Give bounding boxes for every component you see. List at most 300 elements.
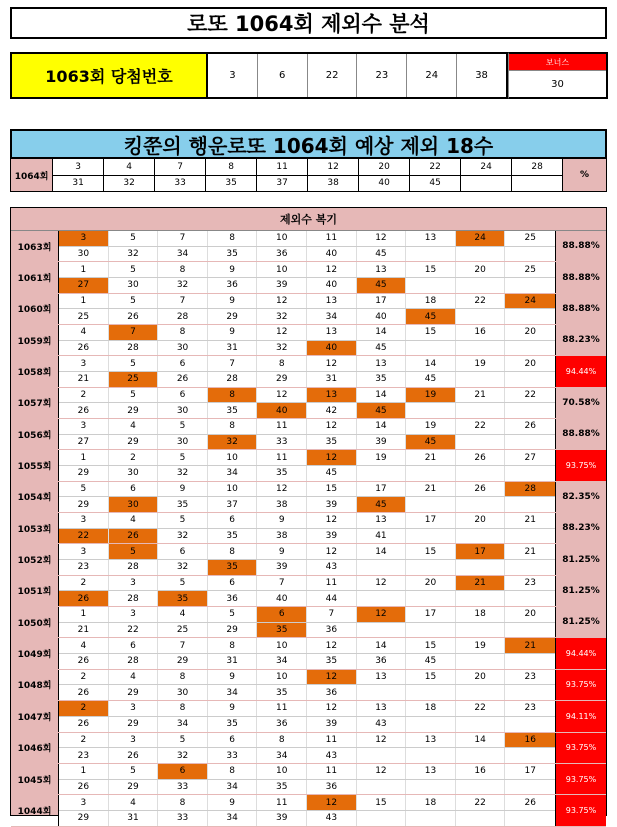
review-number: 2 (59, 388, 109, 403)
review-number-hit: 17 (456, 544, 506, 559)
review-number: 7 (208, 356, 258, 371)
review-title: 제외수 복기 (11, 208, 606, 231)
review-number: 45 (406, 654, 456, 669)
review-line (59, 388, 555, 403)
review-number-hit: 5 (109, 544, 159, 559)
winning-numbers-label: 1063회 당첨번호 (10, 52, 208, 99)
review-number: 18 (406, 294, 456, 309)
review-percent: 93.75% (556, 733, 606, 763)
review-number: 42 (307, 403, 357, 418)
review-number: 26 (524, 421, 536, 432)
review-number-hit: 6 (158, 764, 208, 779)
review-number: 14 (357, 325, 407, 340)
review-number: 45 (357, 341, 407, 356)
review-percent: 88.88% (562, 429, 600, 440)
winning-numbers-table (208, 52, 508, 99)
review-number: 36 (257, 247, 307, 262)
prediction-number: 45 (410, 176, 461, 192)
prediction-title: 킹쭌의 행운로또 1064회 예상 제외 18수 (10, 129, 607, 159)
review-number: 13 (357, 670, 407, 685)
review-round: 1054회 (17, 493, 52, 504)
review-number: 40 (307, 278, 357, 293)
review-number: 5 (109, 764, 159, 779)
review-number: 5 (109, 294, 159, 309)
review-number: 10 (257, 262, 307, 277)
review-round: 1063회 (17, 242, 52, 253)
review-number: 9 (257, 513, 307, 528)
prediction-number: 4 (104, 159, 155, 175)
review-number (505, 560, 555, 575)
review-line (59, 434, 555, 450)
review-number: 36 (208, 591, 258, 606)
review-number: 20 (524, 358, 536, 369)
review-line (59, 559, 555, 575)
review-round: 1056회 (17, 430, 52, 441)
review-number: 41 (357, 529, 407, 544)
review-number: 17 (357, 482, 407, 497)
review-number (357, 748, 407, 763)
review-number: 14 (406, 356, 456, 371)
review-number: 3 (109, 607, 159, 622)
review-number: 11 (257, 450, 307, 465)
review-row (11, 576, 606, 607)
review-line (59, 544, 555, 559)
review-number: 43 (307, 748, 357, 763)
review-number-hit: 45 (406, 435, 456, 450)
review-number (505, 529, 555, 544)
review-number: 13 (406, 231, 456, 246)
review-number: 13 (307, 294, 357, 309)
review-number (456, 309, 506, 324)
review-number (357, 466, 407, 481)
review-number (406, 497, 456, 512)
review-grid (58, 544, 556, 574)
review-number: 28 (109, 341, 159, 356)
review-number: 3 (59, 513, 109, 528)
review-row (11, 764, 606, 795)
review-number: 35 (357, 372, 407, 387)
review-number (505, 780, 555, 795)
review-number: 6 (158, 388, 208, 403)
prediction-round: 1064회 (11, 159, 53, 191)
review-number (505, 309, 555, 324)
review-percent: 88.23% (562, 335, 600, 346)
review-number: 15 (406, 262, 456, 277)
review-number: 22 (524, 390, 536, 401)
review-number: 15 (406, 670, 456, 685)
review-number: 18 (406, 795, 456, 810)
review-number: 32 (257, 341, 307, 356)
review-number (505, 748, 555, 763)
review-row (11, 356, 606, 387)
review-row (11, 733, 606, 764)
review-number: 26 (59, 654, 109, 669)
review-number: 34 (208, 811, 258, 826)
review-number: 28 (109, 654, 159, 669)
prediction-number: 40 (359, 176, 410, 192)
review-round: 1058회 (17, 368, 52, 379)
review-number-hit: 40 (307, 341, 357, 356)
review-number-hit: 16 (505, 733, 555, 748)
review-number-hit: 32 (208, 435, 258, 450)
review-number: 26 (524, 797, 536, 808)
review-number: 3 (59, 544, 109, 559)
review-number: 23 (524, 578, 536, 589)
review-number: 20 (524, 327, 536, 338)
review-number (406, 685, 456, 700)
review-number (406, 403, 456, 418)
review-number: 15 (357, 795, 407, 810)
review-number: 36 (208, 278, 258, 293)
review-line (59, 465, 555, 481)
review-number: 29 (109, 717, 159, 732)
review-number: 1 (59, 294, 109, 309)
review-number (505, 717, 555, 732)
review-number: 17 (406, 607, 456, 622)
review-number: 34 (208, 685, 258, 700)
review-number: 17 (357, 294, 407, 309)
prediction-number: 22 (410, 159, 461, 175)
review-grid (58, 733, 556, 763)
review-number: 15 (406, 638, 456, 653)
review-number: 9 (208, 325, 258, 340)
review-number: 13 (357, 262, 407, 277)
review-number: 33 (158, 780, 208, 795)
review-number: 3 (109, 701, 159, 716)
review-number: 36 (307, 780, 357, 795)
review-number: 8 (158, 795, 208, 810)
review-number: 15 (406, 325, 456, 340)
review-number-hit: 28 (505, 482, 555, 497)
review-number-hit: 35 (257, 623, 307, 638)
review-number: 5 (208, 607, 258, 622)
review-number: 12 (357, 733, 407, 748)
review-table (10, 207, 607, 824)
review-number: 12 (357, 576, 407, 591)
review-number (456, 623, 506, 638)
review-percent: 94.44% (556, 638, 606, 668)
review-number (456, 685, 506, 700)
review-number: 23 (59, 748, 109, 763)
review-number: 32 (158, 466, 208, 481)
review-number: 11 (307, 733, 357, 748)
review-number: 7 (158, 294, 208, 309)
review-line (59, 670, 555, 685)
review-line (59, 590, 555, 606)
review-number: 5 (158, 419, 208, 434)
review-percent: 88.88% (562, 303, 600, 314)
review-number: 29 (109, 685, 159, 700)
review-number (406, 529, 456, 544)
review-number: 22 (456, 294, 506, 309)
review-number-hit: 24 (456, 231, 506, 246)
review-number: 39 (307, 497, 357, 512)
review-number: 12 (307, 262, 357, 277)
review-round: 1048회 (17, 681, 52, 692)
review-number: 4 (59, 638, 109, 653)
review-number-hit: 26 (109, 529, 159, 544)
prediction-row (10, 159, 607, 192)
review-number-hit: 45 (357, 403, 407, 418)
review-number: 17 (406, 513, 456, 528)
review-number: 5 (109, 262, 159, 277)
review-number: 32 (257, 309, 307, 324)
review-number-hit: 19 (406, 388, 456, 403)
prediction-number (461, 176, 512, 192)
review-number: 6 (208, 576, 258, 591)
review-grid (58, 795, 556, 825)
review-number: 8 (208, 231, 258, 246)
review-number: 13 (307, 325, 357, 340)
review-number: 13 (406, 764, 456, 779)
review-number-hit: 12 (307, 670, 357, 685)
review-number: 28 (109, 591, 159, 606)
review-number (505, 654, 555, 669)
review-round: 1052회 (17, 556, 52, 567)
review-number-hit: 22 (59, 529, 109, 544)
review-line (59, 684, 555, 700)
review-number: 3 (59, 356, 109, 371)
review-number: 6 (208, 733, 258, 748)
review-number: 5 (109, 231, 159, 246)
review-number: 36 (257, 717, 307, 732)
review-grid (58, 388, 556, 418)
review-number: 30 (109, 466, 159, 481)
review-row (11, 638, 606, 669)
review-round: 1055회 (17, 462, 52, 473)
review-number: 4 (59, 325, 109, 340)
review-number: 21 (524, 515, 536, 526)
review-number: 32 (109, 247, 159, 262)
review-number: 11 (257, 419, 307, 434)
review-number: 11 (307, 231, 357, 246)
review-number: 9 (208, 795, 258, 810)
review-number: 10 (257, 638, 307, 653)
review-number: 39 (307, 717, 357, 732)
review-number (456, 654, 506, 669)
review-number: 33 (208, 748, 258, 763)
review-line (59, 496, 555, 512)
review-number: 1 (59, 764, 109, 779)
review-line (59, 733, 555, 748)
review-number: 29 (59, 466, 109, 481)
review-percent: 81.25% (562, 585, 600, 596)
prediction-number: 33 (155, 176, 206, 192)
review-number: 35 (307, 654, 357, 669)
review-number: 9 (208, 294, 258, 309)
review-rows (11, 231, 606, 827)
prediction-number: 12 (308, 159, 359, 175)
prediction-number: 38 (308, 176, 359, 192)
review-number: 16 (456, 764, 506, 779)
review-number: 38 (257, 497, 307, 512)
review-grid (58, 576, 556, 606)
review-number: 29 (208, 623, 258, 638)
review-round: 1045회 (17, 775, 52, 786)
review-number: 22 (456, 701, 506, 716)
review-number: 25 (158, 623, 208, 638)
review-row (11, 294, 606, 325)
review-number: 8 (158, 262, 208, 277)
review-number (406, 278, 456, 293)
review-number: 12 (257, 388, 307, 403)
review-percent: 88.88% (562, 241, 600, 252)
review-number: 32 (158, 748, 208, 763)
review-number: 8 (208, 544, 258, 559)
review-number: 23 (524, 703, 536, 714)
review-percent: 94.44% (556, 356, 606, 386)
review-number: 4 (158, 607, 208, 622)
review-number: 6 (109, 638, 159, 653)
review-number: 43 (307, 811, 357, 826)
review-number: 12 (307, 701, 357, 716)
review-number: 3 (59, 419, 109, 434)
review-line (59, 701, 555, 716)
review-number: 39 (257, 560, 307, 575)
review-number: 13 (357, 356, 407, 371)
review-number-hit: 45 (357, 497, 407, 512)
review-number: 19 (456, 356, 506, 371)
review-number: 4 (109, 419, 159, 434)
review-number: 26 (59, 717, 109, 732)
review-number: 3 (59, 795, 109, 810)
review-number: 12 (357, 231, 407, 246)
review-percent: 70.58% (562, 397, 600, 408)
review-round: 1059회 (17, 336, 52, 347)
review-number: 28 (109, 560, 159, 575)
review-percent: 82.35% (562, 491, 600, 502)
review-grid (58, 231, 556, 261)
winning-number: 23 (356, 54, 406, 97)
review-number (505, 623, 555, 638)
review-line (59, 231, 555, 246)
review-percent: 93.75% (556, 795, 606, 825)
review-round: 1050회 (17, 618, 52, 629)
prediction-percent-label: % (563, 159, 606, 191)
review-number: 30 (158, 685, 208, 700)
bonus-box (508, 52, 608, 99)
prediction-number: 28 (512, 159, 563, 175)
review-number: 15 (307, 482, 357, 497)
review-row (11, 419, 606, 450)
review-number (456, 748, 506, 763)
review-number: 35 (208, 717, 258, 732)
review-number: 16 (456, 325, 506, 340)
review-number: 39 (357, 435, 407, 450)
review-number (406, 247, 456, 262)
review-number: 36 (307, 685, 357, 700)
review-line (59, 340, 555, 356)
review-line (59, 528, 555, 544)
review-number: 35 (208, 529, 258, 544)
review-number: 21 (456, 388, 506, 403)
review-number: 26 (456, 450, 506, 465)
review-grid (58, 513, 556, 543)
review-number: 19 (357, 450, 407, 465)
review-grid (58, 294, 556, 324)
review-number: 30 (158, 341, 208, 356)
review-number (456, 435, 506, 450)
review-number: 5 (59, 482, 109, 497)
review-number-hit: 35 (208, 560, 258, 575)
review-number: 2 (59, 670, 109, 685)
review-number: 5 (158, 513, 208, 528)
review-number-hit: 12 (307, 795, 357, 810)
review-number: 2 (59, 576, 109, 591)
review-number: 39 (307, 529, 357, 544)
review-number: 45 (357, 247, 407, 262)
review-grid (58, 764, 556, 794)
review-number: 1 (59, 450, 109, 465)
review-number: 13 (357, 701, 407, 716)
review-number (456, 372, 506, 387)
review-number: 45 (406, 372, 456, 387)
review-number (456, 247, 506, 262)
review-number: 14 (456, 733, 506, 748)
review-number: 32 (158, 278, 208, 293)
prediction-number (512, 176, 563, 192)
review-round: 1061회 (17, 274, 52, 285)
review-number: 17 (524, 766, 536, 777)
review-number: 30 (158, 403, 208, 418)
review-number: 37 (208, 497, 258, 512)
review-percent: 94.11% (556, 701, 606, 731)
review-number: 35 (257, 685, 307, 700)
review-number-hit: 24 (505, 294, 555, 309)
review-percent: 93.75% (556, 670, 606, 700)
review-number: 35 (208, 247, 258, 262)
review-number (406, 623, 456, 638)
review-grid (58, 607, 556, 637)
review-number: 29 (158, 654, 208, 669)
review-number: 26 (158, 372, 208, 387)
review-number: 31 (307, 372, 357, 387)
review-number: 9 (208, 262, 258, 277)
review-number: 10 (208, 482, 258, 497)
review-number-hit: 8 (208, 388, 258, 403)
prediction-number: 11 (257, 159, 308, 175)
winning-number: 6 (257, 54, 307, 97)
review-number: 20 (456, 513, 506, 528)
prediction-number: 32 (104, 176, 155, 192)
review-line (59, 325, 555, 340)
review-number: 13 (406, 733, 456, 748)
review-number: 12 (307, 544, 357, 559)
review-number: 6 (208, 513, 258, 528)
review-number: 6 (109, 482, 159, 497)
review-number: 7 (158, 231, 208, 246)
review-number: 18 (456, 607, 506, 622)
review-number-hit: 3 (59, 231, 109, 246)
review-number-hit: 2 (59, 701, 109, 716)
review-number: 29 (208, 309, 258, 324)
review-line (59, 308, 555, 324)
review-percent: 88.23% (562, 523, 600, 534)
review-number: 26 (59, 341, 109, 356)
review-number: 26 (59, 780, 109, 795)
review-number: 2 (109, 450, 159, 465)
review-number (406, 591, 456, 606)
review-line (59, 294, 555, 309)
review-number (456, 529, 506, 544)
review-number: 11 (307, 764, 357, 779)
review-number: 10 (257, 670, 307, 685)
prediction-number: 20 (359, 159, 410, 175)
review-number: 10 (257, 764, 307, 779)
review-number: 14 (357, 544, 407, 559)
review-number: 21 (524, 546, 536, 557)
prediction-number: 3 (53, 159, 104, 175)
